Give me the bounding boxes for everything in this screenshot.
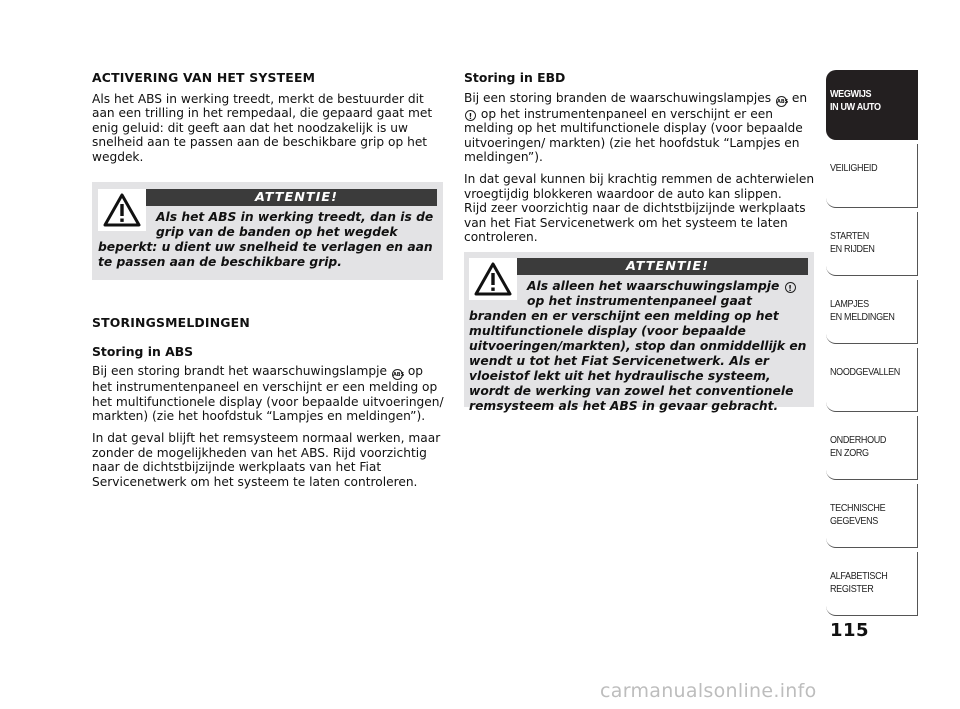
left-column-lower [92, 316, 444, 496]
warning-text: Als het ABS in werking treedt, dan is de grip van de banden op het wegdek beperkt: u dient uw snelheid te verlagen en aan te passen aan de beschikbare grip. [98, 210, 434, 269]
chapter-tab-label: NOODGEVALLEN [830, 366, 900, 378]
chapter-tab-label: LAMPJES EN MELDINGEN [830, 298, 895, 323]
chapter-tab[interactable] [826, 348, 918, 412]
abs-lamp-icon: ABS [392, 369, 403, 380]
abs-fault-body-2: In dat geval blijft het remsysteem normaal werken, maar zonder de mogelijkheden van het ABS. Rijd voorzichtig naar de dichtstbijzijnde werkplaats van het Fiat Servicenetwerk om het systeem te laten controleren. [92, 430, 441, 489]
ebd-fault-body-2: In dat geval kunnen bij krachtig remmen de achterwielen vroegtijdig blokkeren waardoor de auto kan slippen. [464, 171, 815, 201]
ebd-fault-body-3: Rijd zeer voorzichtig naar de dichtstbijzijnde werkplaats van het Fiat Servicenetwerk om het systeem te laten controleren. [464, 201, 806, 245]
chapter-tabs [826, 70, 918, 620]
warning-text: Als alleen het waarschuwingslampje ! op het instrumentenpaneel gaat branden en er verschijnt een melding op het multifunctionele display (voor bepaalde uitvoeringen/markten), stop dan onmiddellijk en wendt u tot het Fiat Servicenetwerk. Als er vloeistof lekt uit het hydraulische systeem, wordt de werking van zowel het conventionele remsysteem als het ABS in gevaar gebracht. [469, 279, 807, 413]
abs-lamp-icon: ABS [776, 96, 787, 107]
activation-body: Als het ABS in werking treedt, merkt de bestuurder dit aan een trilling in het rempedaal, die gepaard gaat met enig geluid: dit geeft aan dat het noodzakelijk is uw snelheid aan te passen aan de beschikbare grip op het wegdek. [92, 91, 433, 164]
section-title-faults: STORINGSMELDINGEN [92, 315, 250, 330]
subtitle-abs-fault: Storing in ABS [92, 343, 194, 359]
chapter-tab[interactable] [826, 552, 918, 616]
chapter-tab-label: ONDERHOUD EN ZORG [830, 434, 887, 459]
watermark: carmanualsonline.info [600, 680, 817, 702]
chapter-tab-label: ALFABETISCH REGISTER [830, 570, 888, 595]
page-number: 115 [830, 620, 870, 641]
warning-triangle-icon [469, 258, 517, 300]
warning-box-brake [464, 252, 814, 413]
chapter-tab[interactable] [826, 416, 918, 480]
warning-label: ATTENTIE! [98, 189, 437, 206]
abs-fault-body: Bij een storing brandt het waarschuwingslampje ABS op het instrumentenpaneel en verschijnt er een melding op het multifunctionele display (voor bepaalde uitvoeringen/ markten) (zie het hoofdstuk “Lampjes en meldingen”). [92, 364, 444, 424]
chapter-tab-label: VEILIGHEID [830, 162, 878, 174]
chapter-tab[interactable] [826, 280, 918, 344]
chapter-tab[interactable] [826, 144, 918, 208]
brake-lamp-icon: ! [465, 110, 476, 121]
warning-triangle-icon [98, 189, 146, 231]
brake-lamp-icon: ! [785, 282, 796, 293]
chapter-tab-label: WEGWIJS IN UW AUTO [830, 88, 881, 113]
chapter-tab[interactable] [826, 70, 918, 140]
chapter-tab[interactable] [826, 212, 918, 276]
chapter-tab-label: STARTEN EN RIJDEN [830, 230, 875, 255]
right-column [464, 71, 816, 252]
chapter-tab[interactable] [826, 484, 918, 548]
subtitle-ebd-fault: Storing in EBD [464, 70, 566, 85]
left-column [92, 71, 444, 172]
chapter-tab-label: TECHNISCHE GEGEVENS [830, 502, 886, 527]
ebd-fault-body: Bij een storing branden de waarschuwingslampjes ABS en ! op het instrumentenpaneel en verschijnt er een melding op het multifunctionele display (voor bepaalde uitvoeringen/ markten) (zie het hoofdstuk “Lampjes en meldingen”). [464, 90, 808, 165]
section-title-activation: ACTIVERING VAN HET SYSTEEM [92, 70, 316, 85]
warning-box-abs [92, 182, 443, 280]
warning-label: ATTENTIE! [469, 258, 808, 275]
